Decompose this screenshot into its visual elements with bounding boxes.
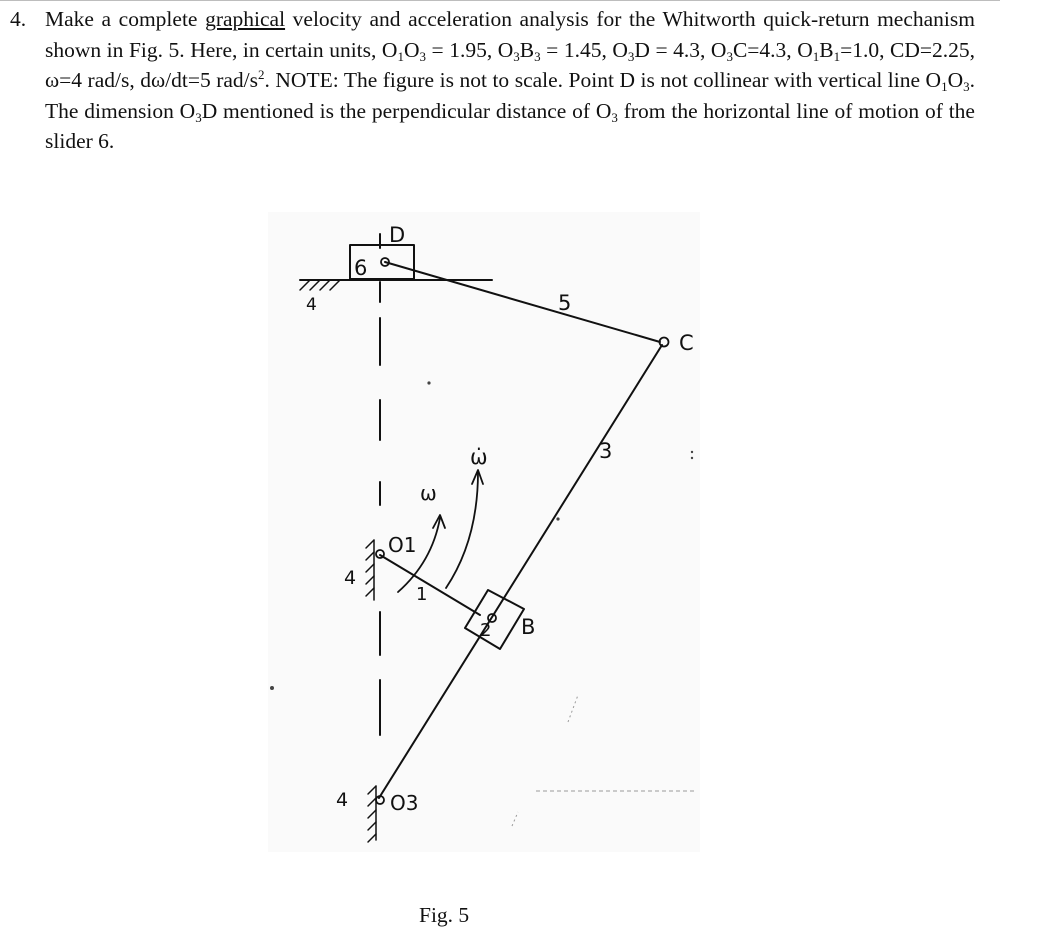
label-b: B	[521, 615, 536, 639]
label-c: C	[679, 331, 694, 355]
problem-text: Make a complete graphical velocity and acceleration analysis for the Whitworth quick-return mechanism shown in Fig. 5. Here, in certain units, $O_1O_3 = 1.95$, $O_3B_3 = 1.45$, $O_3D = 4.3$, $O_3C=4.3$, $O_1B_1=1.0$, CD=2.25, ω=4 rad/s, dω/dt=5 rad/$s^2$. NOTE: The figure is not to scale. Point D is not collinear with vertical line $O_1O_3$. The dimension $O_3D$ mentioned is the perpendicular distance of $O_3$ from the horizontal line of motion of the slider 6.	[45, 7, 976, 154]
underlined-word: graphical	[205, 7, 286, 31]
label-omega: ω	[420, 481, 437, 505]
label-ground-bottom: 4	[336, 789, 349, 811]
label-ground-top: 4	[306, 295, 317, 315]
label-ground-mid: 4	[344, 567, 357, 589]
label-omega-dot: ω̇	[470, 445, 488, 469]
label-link-5: 5	[558, 291, 572, 315]
label-link-3: 3	[599, 439, 613, 463]
problem-number: 4.	[10, 7, 27, 31]
label-slider-6: 6	[354, 256, 368, 280]
scan-background	[268, 212, 700, 852]
label-link-1: 1	[416, 584, 428, 605]
figure-caption: Fig. 5	[419, 903, 470, 927]
label-d: D	[389, 223, 406, 247]
label-slider-2: 2	[480, 620, 492, 641]
label-o1: O1	[388, 533, 417, 557]
label-o3: O3	[390, 791, 419, 815]
